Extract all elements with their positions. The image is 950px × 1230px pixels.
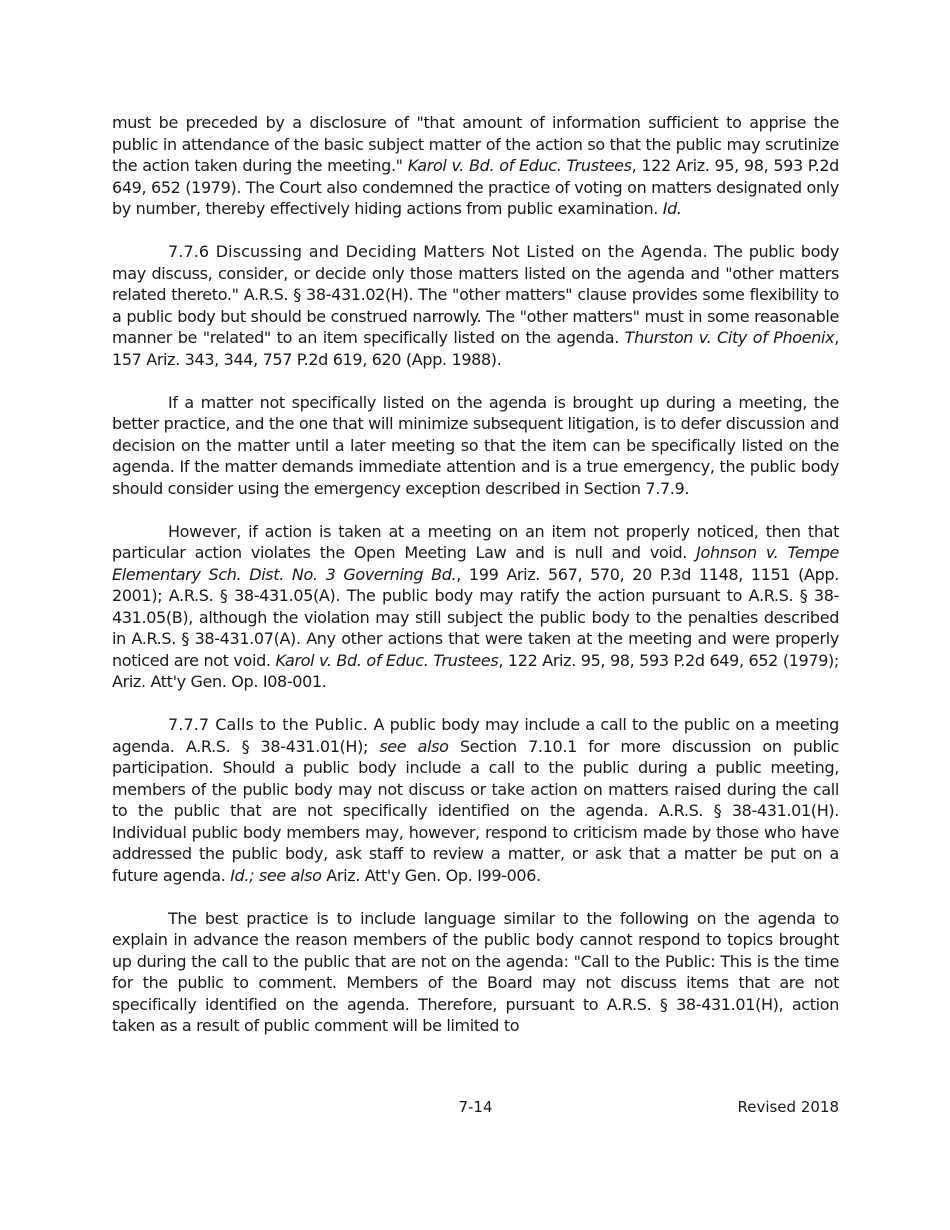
case-citation: Johnson v. Tempe Elementary Sch. Dist. No. 3 Governing Bd. — [112, 543, 839, 584]
paragraph-best-practice: The best practice is to include language similar to the following on the agenda to explain in advance the reason members of the public body cannot respond to topics brought up during the call to the public that are not on the agenda: "Call to the Public: This is the time for the public to comment. Members of the Board may not discuss items that are not specifically identified on the agenda. Therefore, pursuant to A.R.S. § 38-431.01(H), action taken as a result of public comment will be limited to — [112, 908, 839, 1035]
section-7-7-6: 7.7.6 Discussing and Deciding Matters Not Listed on the Agenda. The public body may discuss, consider, or decide only those matters listed on the agenda and "other matters related thereto." A.R.S. § 38-431.02(H). The "other matters" clause provides some flexibility to a public body but should be construed narrowly. The "other matters" must in some reasonable manner be "related" to an item specifically listed on the agenda. Thurston v. City of Phoenix, 157 Ariz. 343, 344, 757 P.2d 619, 620 (App. 1988). — [112, 242, 839, 369]
revision-label: Revised 2018 — [737, 1098, 839, 1116]
signal-id-see-also: Id.; see also — [230, 865, 322, 885]
paragraph-null-and-void: However, if action is taken at a meeting on an item not properly noticed, then that particular action violates the Open Meeting Law and is null and void. Johnson v. Tempe Elementary Sch. Dist. No. 3 Governing Bd., 199 Ariz. 567, 570, 20 P.3d 1148, 1151 (App. 2001); A.R.S. § 38-431.05(A). The public body may ratify the action pursuant to A.R.S. § 38-431.05(B), although the violation may still subject the public body to the penalties described in A.R.S. § 38-431.07(A). Any other actions that were taken at the meeting and were properly noticed are not void. Karol v. Bd. of Educ. Trustees, 122 Ariz. 95, 98, 593 P.2d 649, 652 (1979); Ariz. Att'y Gen. Op. I08-001. — [112, 521, 839, 691]
case-citation: Karol v. Bd. of Educ. Trustees — [275, 650, 499, 670]
page-number: 7-14 — [458, 1098, 493, 1116]
signal-see-also: see also — [379, 736, 449, 756]
section-heading: 7.7.7 Calls to the Public. — [168, 715, 368, 734]
paragraph-defer-discussion: If a matter not specifically listed on the agenda is brought up during a meeting, the better practice, and the one that will minimize subsequent litigation, is to defer discussion and decision on the matter until a later meeting so that the item can be specifically listed on the agenda. If the matter demands immediate attention and is a true emergency, the public body should consider using the emergency exception described in Section 7.7.9. — [112, 392, 839, 498]
page-footer — [112, 1098, 839, 1118]
document-page — [112, 112, 839, 1058]
case-citation: Karol v. Bd. of Educ. Trustees — [407, 156, 632, 175]
paragraph-disclosure: must be preceded by a disclosure of "that amount of information sufficient to apprise the public in attendance of the basic subject matter of the action so that the public may scrutinize the action taken during the meeting." Karol v. Bd. of Educ. Trustees, 122 Ariz. 95, 98, 593 P.2d 649, 652 (1979). The Court also condemned the practice of voting on matters designated only by number, thereby effectively hiding actions from public examination. Id. — [112, 113, 839, 218]
section-7-7-7: 7.7.7 Calls to the Public. A public body may include a call to the public on a meeting agenda. A.R.S. § 38-431.01(H); see also Section 7.10.1 for more discussion on public participation. Should a public body include a call to the public during a public meeting, members of the public body may not discuss or take action on matters raised during the call to the public that are not specifically identified on the agenda. A.R.S. § 38-431.01(H). Individual public body members may, however, respond to criticism made by those who have addressed the public body, ask staff to review a matter, or ask that a matter be put on a future agenda. Id.; see also Ariz. Att'y Gen. Op. I99-006. — [112, 715, 839, 885]
section-heading: 7.7.6 Discussing and Deciding Matters Not Listed on the Agenda. — [168, 242, 708, 261]
case-citation: Thurston v. City of Phoenix — [624, 328, 835, 347]
id-citation: Id. — [662, 199, 682, 218]
